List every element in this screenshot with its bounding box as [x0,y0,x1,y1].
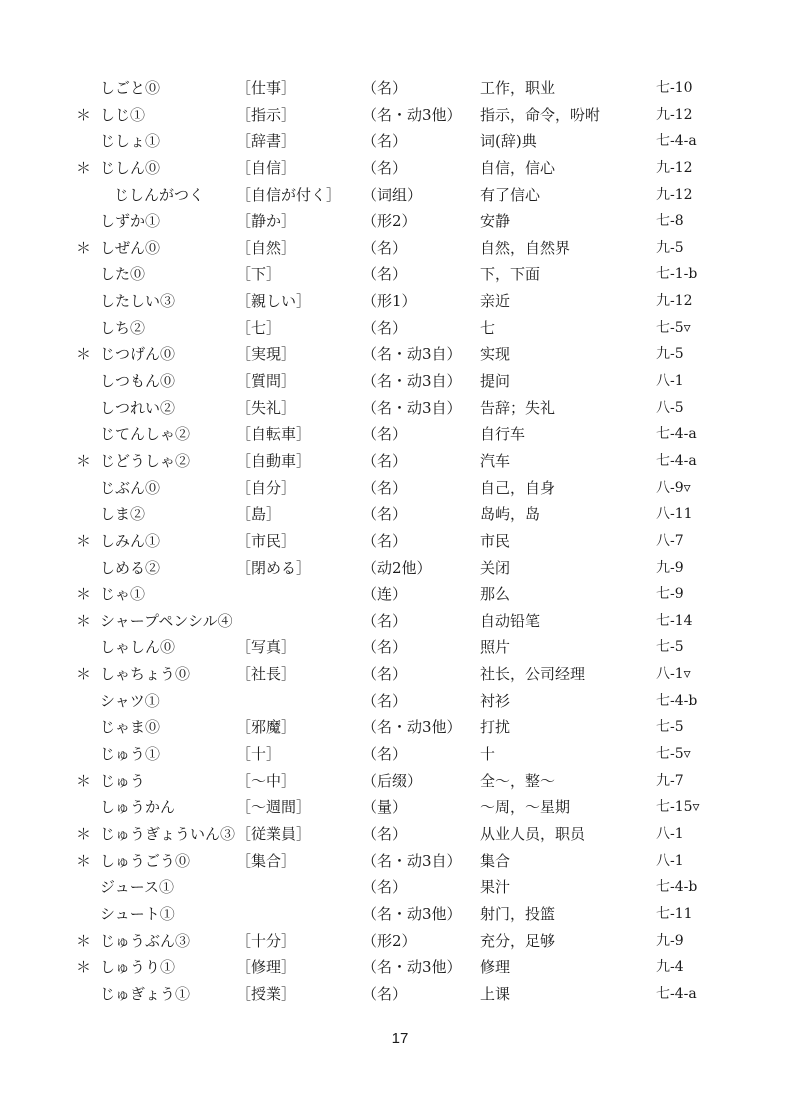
entry-kanji: ［写真］ [236,638,297,657]
entry-meaning: 下，下面 [480,265,541,284]
entry-lesson: 九-7 [656,772,684,789]
vocab-entry [0,261,800,288]
entry-reading: しゃしん⓪ [100,638,176,657]
entry-lesson: 九-5 [656,239,684,256]
vocab-entry [0,741,800,768]
vocab-entry [0,608,800,635]
entry-meaning: 指示，命令，吩咐 [480,105,601,124]
entry-kanji: ［指示］ [236,105,297,124]
entry-meaning: 打扰 [480,718,511,737]
entry-reading: じゅうぶん③ [100,931,191,950]
entry-pos: （名・动3他） [362,904,462,923]
entry-lesson: 九-12 [656,293,693,310]
vocab-entry [0,928,800,955]
entry-meaning: 自行车 [480,425,526,444]
entry-kanji: ［～週間］ [236,798,312,817]
entry-reading: ジュース① [100,878,174,897]
entry-lesson: 七-4-a [656,133,697,150]
entry-pos: （名） [362,132,408,151]
vocab-entry [0,848,800,875]
entry-kanji: ［七］ [236,318,282,337]
entry-lesson: 七-9 [656,586,684,603]
entry-mark: ＊ [76,158,92,177]
entry-reading: じゃ① [100,585,146,604]
entry-mark: ＊ [76,958,92,977]
entry-lesson: 八-9▿ [656,479,691,496]
entry-meaning: 告辞；失礼 [480,398,556,417]
entry-kanji: ［自動車］ [236,451,312,470]
entry-kanji: ［授業］ [236,984,297,1003]
vocab-entry [0,182,800,209]
entry-lesson: 七-5▿ [656,746,691,763]
entry-pos: （名） [362,745,408,764]
entry-meaning: 岛屿，岛 [480,505,541,524]
vocab-entry [0,155,800,182]
entry-lesson: 八-1 [656,852,684,869]
entry-kanji: ［下］ [236,265,282,284]
entry-mark: ＊ [76,345,92,364]
entry-meaning: 安静 [480,212,511,231]
entry-lesson: 八-1 [656,373,684,390]
entry-meaning: 自己，自身 [480,478,556,497]
entry-meaning: 关闭 [480,558,511,577]
entry-lesson: 七-11 [656,905,693,922]
entry-reading: じてんしゃ② [100,425,191,444]
entry-reading: じゅう① [100,745,161,764]
entry-pos: （名） [362,665,408,684]
entry-pos: （形2） [362,212,417,231]
entry-meaning: 工作，职业 [480,79,556,97]
entry-kanji: ［失礼］ [236,398,297,417]
entry-reading: シャープペンシル④ [100,611,233,630]
entry-kanji: ［実現］ [236,345,297,364]
entry-pos: （名） [362,265,408,284]
entry-meaning: 亲近 [480,292,511,311]
page-number: 17 [391,1030,409,1047]
entry-kanji: ［自然］ [236,238,297,257]
entry-pos: （名） [362,878,408,897]
entry-kanji: ［修理］ [236,958,297,977]
vocab-entry [0,235,800,262]
vocab-entry [0,714,800,741]
vocab-entry [0,341,800,368]
vocab-entry [0,128,800,155]
entry-kanji: ［質問］ [236,372,297,391]
entry-pos: （名・动3他） [362,718,462,737]
vocab-entry [0,75,800,102]
entry-reading: しつれい② [100,398,176,417]
entry-reading: しゅうり① [100,958,176,977]
vocab-entry [0,794,800,821]
entry-pos: （形2） [362,931,417,950]
entry-pos: （名・动3他） [362,105,462,124]
entry-reading: した⓪ [100,265,146,284]
entry-lesson: 七-8 [656,213,684,230]
vocabulary-list [0,75,800,1007]
entry-meaning: 那么 [480,585,511,604]
entry-lesson: 七-4-b [656,879,698,896]
entry-pos: （名） [362,824,408,843]
entry-reading: じゅぎょう① [100,984,191,1003]
entry-kanji: ［邪魔］ [236,718,297,737]
entry-lesson: 八-1▿ [656,666,691,683]
entry-meaning: 七 [480,318,496,337]
entry-lesson: 七-4-b [656,692,698,709]
entry-reading: じゃま⓪ [100,718,161,737]
entry-pos: （名） [362,478,408,497]
entry-pos: （名） [362,238,408,257]
entry-kanji: ［自信］ [236,158,297,177]
entry-meaning: 从业人员，职员 [480,824,586,843]
entry-lesson: 七-14 [656,612,693,629]
entry-lesson: 九-4 [656,959,684,976]
entry-reading: しごと⓪ [100,79,161,97]
entry-kanji: ［～中］ [236,771,297,790]
entry-kanji: ［辞書］ [236,132,297,151]
entry-meaning: 修理 [480,958,511,977]
entry-lesson: 九-5 [656,346,684,363]
entry-meaning: 自信，信心 [480,158,556,177]
vocab-entry [0,768,800,795]
vocab-entry [0,475,800,502]
entry-kanji: ［社長］ [236,665,297,684]
entry-mark: ＊ [76,931,92,950]
vocab-entry [0,528,800,555]
entry-reading: しみん① [100,531,161,550]
entry-pos: （名） [362,451,408,470]
entry-pos: （名・动3他） [362,958,462,977]
entry-kanji: ［自転車］ [236,425,312,444]
vocab-entry [0,448,800,475]
vocab-entry [0,501,800,528]
entry-reading: じゅう [100,771,146,790]
entry-reading: しゅうかん [100,798,176,817]
entry-pos: （名） [362,79,408,97]
entry-mark: ＊ [76,851,92,870]
entry-meaning: 汽车 [480,451,511,470]
entry-kanji: ［従業員］ [236,824,312,843]
entry-reading: しゃちょう⓪ [100,665,191,684]
entry-meaning: 集合 [480,851,511,870]
entry-lesson: 八-5 [656,399,684,416]
vocab-entry [0,581,800,608]
entry-pos: （名） [362,425,408,444]
entry-meaning: 照片 [480,638,511,657]
vocab-entry [0,661,800,688]
entry-pos: （名） [362,531,408,550]
entry-pos: （名） [362,984,408,1003]
entry-kanji: ［仕事］ [236,79,297,97]
entry-kanji: ［十］ [236,745,282,764]
entry-lesson: 七-4-a [656,985,697,1002]
entry-reading: しち② [100,318,146,337]
entry-reading: したしい③ [100,292,176,311]
vocab-entry [0,288,800,315]
entry-pos: （名） [362,318,408,337]
entry-lesson: 七-15▿ [656,799,700,816]
entry-meaning: ～周，～星期 [480,798,571,817]
vocab-entry [0,874,800,901]
entry-pos: （动2他） [362,558,432,577]
entry-kanji: ［親しい］ [236,292,312,311]
entry-meaning: 自动铅笔 [480,611,541,630]
entry-kanji: ［市民］ [236,531,297,550]
entry-meaning: 实现 [480,345,511,364]
entry-lesson: 八-7 [656,532,684,549]
entry-reading: シャツ① [100,691,160,710]
vocab-entry [0,954,800,981]
entry-kanji: ［集合］ [236,851,297,870]
entry-meaning: 射门，投篮 [480,904,556,923]
vocab-entry [0,368,800,395]
entry-mark: ＊ [76,531,92,550]
entry-meaning: 有了信心 [480,185,541,204]
entry-reading: じゅうぎょういん③ [100,824,236,843]
entry-reading: じぶん⓪ [100,478,161,497]
entry-lesson: 七-10 [656,80,693,96]
entry-mark: ＊ [76,824,92,843]
entry-lesson: 七-4-a [656,452,697,469]
entry-meaning: 果汁 [480,878,511,897]
entry-lesson: 七-5 [656,719,684,736]
entry-pos: （名） [362,611,408,630]
entry-reading: しずか① [100,212,161,231]
vocab-entry [0,634,800,661]
vocab-entry [0,102,800,129]
entry-mark: ＊ [76,771,92,790]
entry-kanji: ［十分］ [236,931,297,950]
entry-lesson: 七-5▿ [656,319,691,336]
entry-reading: しつもん⓪ [100,372,176,391]
entry-kanji: ［静か］ [236,212,297,231]
entry-meaning: 市民 [480,531,511,550]
entry-lesson: 八-11 [656,506,693,523]
entry-meaning: 词(辞)典 [480,132,537,151]
entry-kanji: ［閉める］ [236,558,312,577]
entry-lesson: 八-1 [656,825,684,842]
entry-meaning: 衬衫 [480,691,511,710]
entry-reading: しま② [100,505,146,524]
entry-pos: （名・动3自） [362,851,462,870]
entry-reading: しゅうごう⓪ [100,851,191,870]
entry-reading: じどうしゃ② [100,451,191,470]
entry-mark: ＊ [76,665,92,684]
entry-reading: しぜん⓪ [100,238,161,257]
entry-mark: ＊ [76,105,92,124]
entry-lesson: 九-12 [656,186,693,203]
entry-lesson: 七-4-a [656,426,697,443]
entry-pos: （名） [362,158,408,177]
entry-reading: じしんがつく [114,185,205,204]
entry-reading: しじ① [100,105,146,124]
entry-meaning: 充分，足够 [480,931,556,950]
entry-pos: （名・动3自） [362,345,462,364]
entry-pos: （名・动3自） [362,398,462,417]
entry-pos: （词组） [362,185,423,204]
vocab-entry [0,901,800,928]
vocab-entry [0,688,800,715]
entry-reading: じしん⓪ [100,158,161,177]
entry-mark: ＊ [76,585,92,604]
vocab-entry [0,981,800,1008]
entry-lesson: 七-1-b [656,266,698,283]
entry-pos: （量） [362,798,408,817]
vocab-entry [0,421,800,448]
vocab-entry [0,208,800,235]
entry-lesson: 九-12 [656,159,693,176]
entry-meaning: 自然，自然界 [480,238,571,257]
vocab-entry [0,555,800,582]
entry-pos: （后缀） [362,771,423,790]
entry-meaning: 全～，整～ [480,771,556,790]
entry-kanji: ［自分］ [236,478,297,497]
entry-pos: （连） [362,585,408,604]
entry-meaning: 上课 [480,984,511,1003]
entry-lesson: 九-9 [656,559,684,576]
entry-lesson: 七-5 [656,639,684,656]
entry-pos: （名） [362,691,408,710]
entry-kanji: ［島］ [236,505,282,524]
entry-mark: ＊ [76,611,92,630]
entry-kanji: ［自信が付く］ [236,185,342,204]
entry-pos: （形1） [362,292,417,311]
vocab-entry [0,821,800,848]
entry-pos: （名） [362,638,408,657]
entry-lesson: 九-12 [656,106,693,123]
entry-mark: ＊ [76,238,92,257]
entry-meaning: 十 [480,745,496,764]
entry-mark: ＊ [76,451,92,470]
entry-pos: （名・动3自） [362,372,462,391]
entry-lesson: 九-9 [656,932,684,949]
entry-reading: じつげん⓪ [100,345,176,364]
entry-reading: じしょ① [100,132,161,151]
entry-meaning: 提问 [480,372,511,391]
vocab-entry [0,315,800,342]
entry-reading: シュート① [100,904,175,923]
entry-meaning: 社长，公司经理 [480,665,586,684]
entry-pos: （名） [362,505,408,524]
entry-reading: しめる② [100,558,161,577]
vocab-entry [0,395,800,422]
